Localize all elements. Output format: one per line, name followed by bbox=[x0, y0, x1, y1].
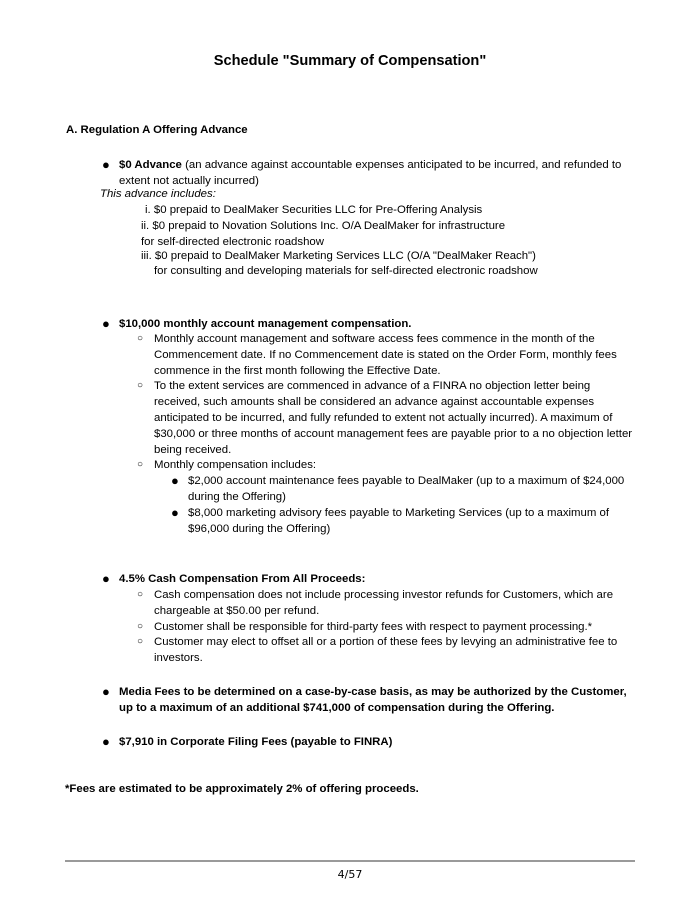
monthly-sub-2-line: $30,000 or three months of account management fees are payable prior to a no objection letter bbox=[154, 428, 633, 440]
advance-line-2: extent not actually incurred) bbox=[119, 175, 259, 187]
page-number: 4/57 bbox=[337, 868, 363, 881]
media-line: Media Fees to be determined on a case-by-case basis, as may be authorized by the Customer, bbox=[119, 686, 627, 698]
monthly-sub-1-line: commence in the first month following the Effective Date. bbox=[154, 365, 441, 377]
bullet-icon: ● bbox=[102, 157, 110, 172]
fee-1-line: $2,000 account maintenance fees payable to DealMaker (up to a maximum of $24,000 bbox=[188, 475, 625, 487]
cash-sub-3-line: Customer may elect to offset all or a portion of these fees by levying an administrative fee to bbox=[154, 636, 618, 648]
circle-bullet-icon: ○ bbox=[137, 636, 144, 647]
advance-includes-label: This advance includes: bbox=[100, 188, 216, 200]
page-title: Schedule "Summary of Compensation" bbox=[213, 53, 487, 69]
advance-text: (an advance against accountable expenses anticipated to be incurred, and refunded to bbox=[181, 159, 622, 171]
bullet-icon: ● bbox=[102, 316, 110, 331]
advance-item-2-line-2: for self-directed electronic roadshow bbox=[141, 236, 324, 248]
monthly-sub-2-line: To the extent services are commenced in advance of a FINRA no objection letter being bbox=[154, 380, 591, 392]
circle-bullet-icon: ○ bbox=[137, 621, 144, 632]
fee-2-line: $8,000 marketing advisory fees payable to Marketing Services (up to a maximum of bbox=[188, 507, 610, 519]
monthly-sub-3: Monthly compensation includes: bbox=[154, 459, 317, 471]
monthly-sub-1-line: Commencement date. If no Commencement date is stated on the Order Form, monthly fees bbox=[154, 349, 617, 361]
cash-heading: 4.5% Cash Compensation From All Proceeds: bbox=[119, 573, 366, 585]
bullet-icon: ● bbox=[102, 734, 110, 749]
bullet-icon: ● bbox=[102, 571, 110, 586]
fee-2-line: $96,000 during the Offering) bbox=[188, 523, 331, 535]
cash-sub-3-line: investors. bbox=[154, 652, 203, 664]
monthly-sub-2-line: anticipated to be incurred, and fully refunded to extent not actually incurred). A maximum of bbox=[154, 412, 613, 424]
circle-bullet-icon: ○ bbox=[137, 589, 144, 600]
cash-sub-1-line: Cash compensation does not include processing investor refunds for Customers, which are bbox=[154, 589, 614, 601]
bullet-icon: ● bbox=[171, 473, 179, 488]
cash-sub-2: Customer shall be responsible for third-party fees with respect to payment processing.* bbox=[154, 621, 593, 633]
advance-item-1: i. $0 prepaid to DealMaker Securities LLC for Pre-Offering Analysis bbox=[145, 204, 483, 216]
monthly-sub-2-line: received, such amounts shall be considered an advance against accountable expenses bbox=[154, 396, 595, 408]
monthly-sub-2-line: being received. bbox=[154, 444, 232, 456]
advance-item-2-line-1: ii. $0 prepaid to Novation Solutions Inc. O/A DealMaker for infrastructure bbox=[141, 220, 506, 232]
filing-fees: $7,910 in Corporate Filing Fees (payable to FINRA) bbox=[119, 736, 393, 748]
bullet-icon: ● bbox=[102, 684, 110, 699]
footer-divider bbox=[65, 860, 635, 862]
section-a-heading: A. Regulation A Offering Advance bbox=[66, 124, 248, 136]
circle-bullet-icon: ○ bbox=[137, 333, 144, 344]
monthly-heading: $10,000 monthly account management compensation. bbox=[119, 318, 412, 330]
monthly-sub-1-line: Monthly account management and software access fees commence in the month of the bbox=[154, 333, 595, 345]
advance-item-3-line-1: iii. $0 prepaid to DealMaker Marketing Services LLC (O/A "DealMaker Reach") bbox=[141, 250, 536, 262]
advance-line-1 bbox=[119, 157, 621, 173]
cash-sub-1-line: chargeable at $50.00 per refund. bbox=[154, 605, 320, 617]
circle-bullet-icon: ○ bbox=[137, 380, 144, 391]
fee-1-line: during the Offering) bbox=[188, 491, 286, 503]
advance-bold: $0 Advance bbox=[119, 159, 182, 171]
footnote: *Fees are estimated to be approximately 2% of offering proceeds. bbox=[65, 783, 419, 795]
bullet-icon: ● bbox=[171, 505, 179, 520]
circle-bullet-icon: ○ bbox=[137, 459, 144, 470]
media-line: up to a maximum of an additional $741,000 of compensation during the Offering. bbox=[119, 702, 555, 714]
advance-item-3-line-2: for consulting and developing materials for self-directed electronic roadshow bbox=[154, 265, 538, 277]
